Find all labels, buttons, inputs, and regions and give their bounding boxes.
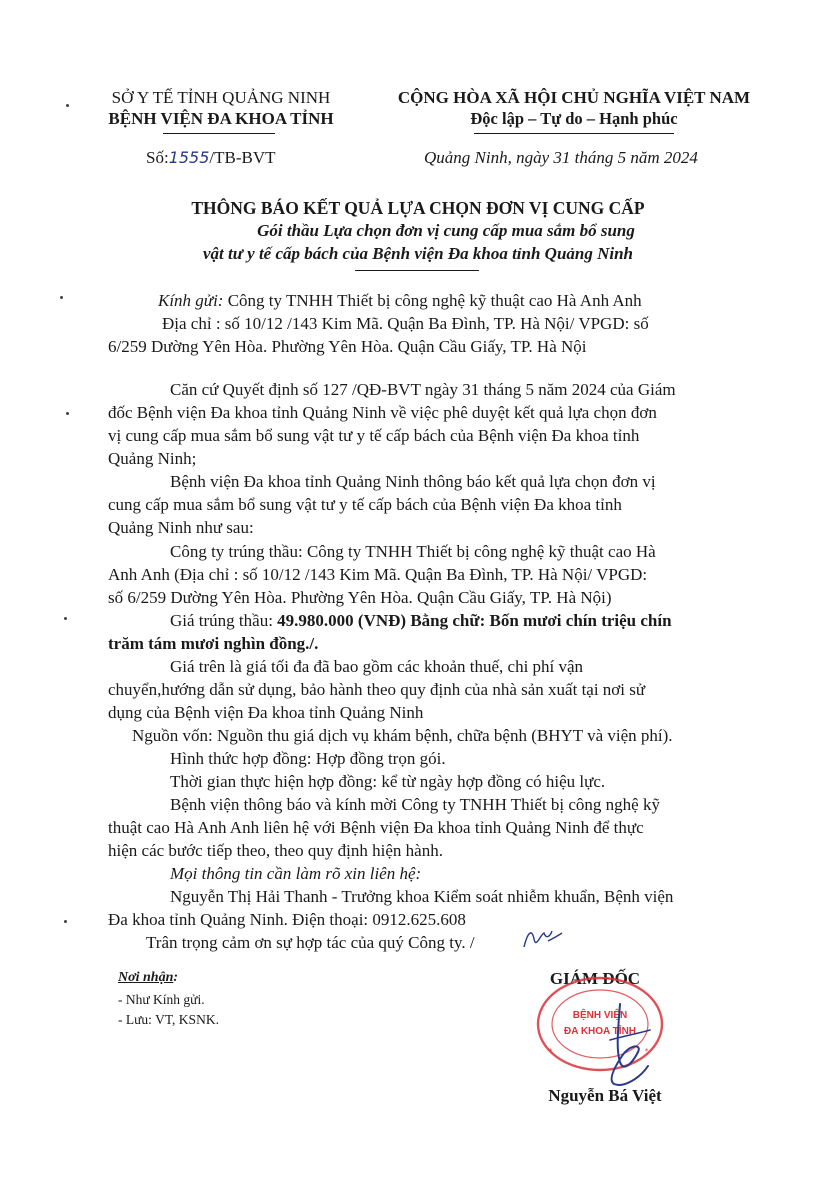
recipient-line <box>158 291 642 311</box>
national-motto: Độc lập – Tự do – Hạnh phúc <box>470 109 678 128</box>
document-number <box>146 148 276 168</box>
invitation-line2: thuật cao Hà Anh Anh liên hệ với Bệnh viện Đa khoa tỉnh Quảng Ninh để thực <box>108 818 644 837</box>
director-signature <box>590 1000 670 1090</box>
winning-price-label: Giá trúng thầu: <box>170 611 278 630</box>
header-left-underline <box>163 133 275 134</box>
director-name: Nguyễn Bá Việt <box>548 1086 662 1105</box>
invitation-line1: Bệnh viện thông báo và kính mời Công ty TNHH Thiết bị công nghệ kỹ <box>170 795 660 814</box>
contact-line1: Nguyễn Thị Hải Thanh - Trưởng khoa Kiểm soát nhiễm khuẩn, Bệnh viện <box>170 887 674 906</box>
paragraph-basis-line1: Căn cứ Quyết định số 127 /QĐ-BVT ngày 31 tháng 5 năm 2024 của Giám <box>170 380 676 399</box>
price-note-line3: dụng của Bệnh viện Đa khoa tỉnh Quảng Ninh <box>108 703 424 722</box>
paragraph-notice-line1: Bệnh viện Đa khoa tỉnh Quảng Ninh thông báo kết quả lựa chọn đơn vị <box>170 472 656 491</box>
header-right-underline <box>474 133 674 134</box>
winning-price-value: 49.980.000 (VNĐ) Bằng chữ: Bốn mươi chín triệu chín <box>277 611 672 630</box>
contact-intro: Mọi thông tin cần làm rõ xin liên hệ: <box>170 864 422 883</box>
thanks-line: Trân trọng cảm ơn sự hợp tác của quý Công ty. / <box>146 933 475 952</box>
paragraph-basis-line2: đốc Bệnh viện Đa khoa tỉnh Quảng Ninh về việc phê duyệt kết quả lựa chọn đơn <box>108 403 657 422</box>
invitation-line3: hiện các bước tiếp theo, theo quy định hiện hành. <box>108 841 443 860</box>
document-subtitle-line2: vật tư y tế cấp bách của Bệnh viện Đa khoa tỉnh Quảng Ninh <box>202 244 634 263</box>
recipients-title-colon: : <box>173 970 179 985</box>
price-note-line1: Giá trên là giá tối đa đã bao gồm các khoản thuế, chi phí vận <box>170 657 584 676</box>
document-title: THÔNG BÁO KẾT QUẢ LỰA CHỌN ĐƠN VỊ CUNG CẤP <box>191 198 645 218</box>
winning-company-line1: Công ty trúng thầu: Công ty TNHH Thiết bị công nghệ kỹ thuật cao Hà <box>170 542 656 561</box>
document-subtitle-line1: Gói thầu Lựa chọn đơn vị cung cấp mua sắm bổ sung <box>257 221 635 240</box>
stamp-line1: BỆNH VIỆN <box>572 1010 628 1021</box>
recipients-item-1: - Như Kính gửi. <box>118 992 205 1007</box>
scan-speck <box>64 920 67 923</box>
paragraph-basis-line3: vị cung cấp mua sắm bổ sung vật tư y tế cấp bách của Bệnh viện Đa khoa tỉnh <box>108 426 640 445</box>
stamp-line2: ĐA KHOA TỈNH <box>563 1026 637 1037</box>
contract-duration: Thời gian thực hiện hợp đồng: kể từ ngày hợp đồng có hiệu lực. <box>170 772 606 791</box>
recipient-name: Công ty TNHH Thiết bị công nghệ kỹ thuật cao Hà Anh Anh <box>223 291 642 310</box>
winning-company-line3: số 6/259 Dường Yên Hòa. Phường Yên Hòa. Quận Cầu Giấy, TP. Hà Nội) <box>108 588 612 607</box>
scan-speck <box>64 617 67 620</box>
winning-price-line2: trăm tám mươi nghìn đồng./. <box>108 634 319 653</box>
winning-price-line1 <box>170 611 672 631</box>
document-number-handwritten: 1555 <box>168 148 210 167</box>
signature-role: GIÁM ĐỐC <box>549 969 641 988</box>
scan-speck <box>66 104 69 107</box>
contact-line2: Đa khoa tỉnh Quảng Ninh. Điện thoại: 0912.625.608 <box>108 910 466 929</box>
recipient-address-line1: Địa chỉ : số 10/12 /143 Kim Mã. Quận Ba Đình, TP. Hà Nội/ VPGD: số <box>162 314 649 333</box>
recipients-title <box>118 970 178 986</box>
recipients-title-text: Nơi nhận <box>118 970 174 985</box>
contract-form: Hình thức hợp đồng: Hợp đồng trọn gói. <box>170 749 446 768</box>
hospital-name: BỆNH VIỆN ĐA KHOA TỈNH <box>108 109 334 128</box>
scan-speck <box>66 412 69 415</box>
recipient-label: Kính gửi: <box>158 291 224 310</box>
svg-text:✶: ✶ <box>644 1048 650 1054</box>
document-number-prefix: Số: <box>146 148 169 167</box>
initial-signature-mark <box>520 925 564 955</box>
agency-name: SỞ Y TẾ TỈNH QUẢNG NINH <box>111 88 331 107</box>
issue-date: Quảng Ninh, ngày 31 tháng 5 năm 2024 <box>424 148 698 167</box>
country-name: CỘNG HÒA XÃ HỘI CHỦ NGHĨA VIỆT NAM <box>397 88 751 107</box>
title-underline <box>355 270 479 271</box>
paragraph-notice-line3: Quảng Ninh như sau: <box>108 518 254 537</box>
price-note-line2: chuyển,hướng dẫn sử dụng, bảo hành theo quy định của nhà sản xuất tại nơi sử <box>108 680 646 699</box>
scan-speck <box>60 296 63 299</box>
recipient-address-line2: 6/259 Dường Yên Hòa. Phường Yên Hòa. Quận Cầu Giấy, TP. Hà Nội <box>108 337 587 356</box>
winning-company-line2: Anh Anh (Địa chỉ : số 10/12 /143 Kim Mã. Quận Ba Đình, TP. Hà Nội/ VPGD: <box>108 565 648 584</box>
paragraph-basis-line4: Quảng Ninh; <box>108 449 197 468</box>
paragraph-notice-line2: cung cấp mua sắm bổ sung vật tư y tế cấp bách của Bệnh viện Đa khoa tỉnh <box>108 495 622 514</box>
recipients-item-2: - Lưu: VT, KSNK. <box>118 1012 219 1027</box>
svg-text:✶: ✶ <box>548 1048 554 1054</box>
funding-source: Nguồn vốn: Nguồn thu giá dịch vụ khám bệnh, chữa bệnh (BHYT và viện phí). <box>132 726 673 745</box>
document-number-suffix: /TB-BVT <box>209 148 276 167</box>
